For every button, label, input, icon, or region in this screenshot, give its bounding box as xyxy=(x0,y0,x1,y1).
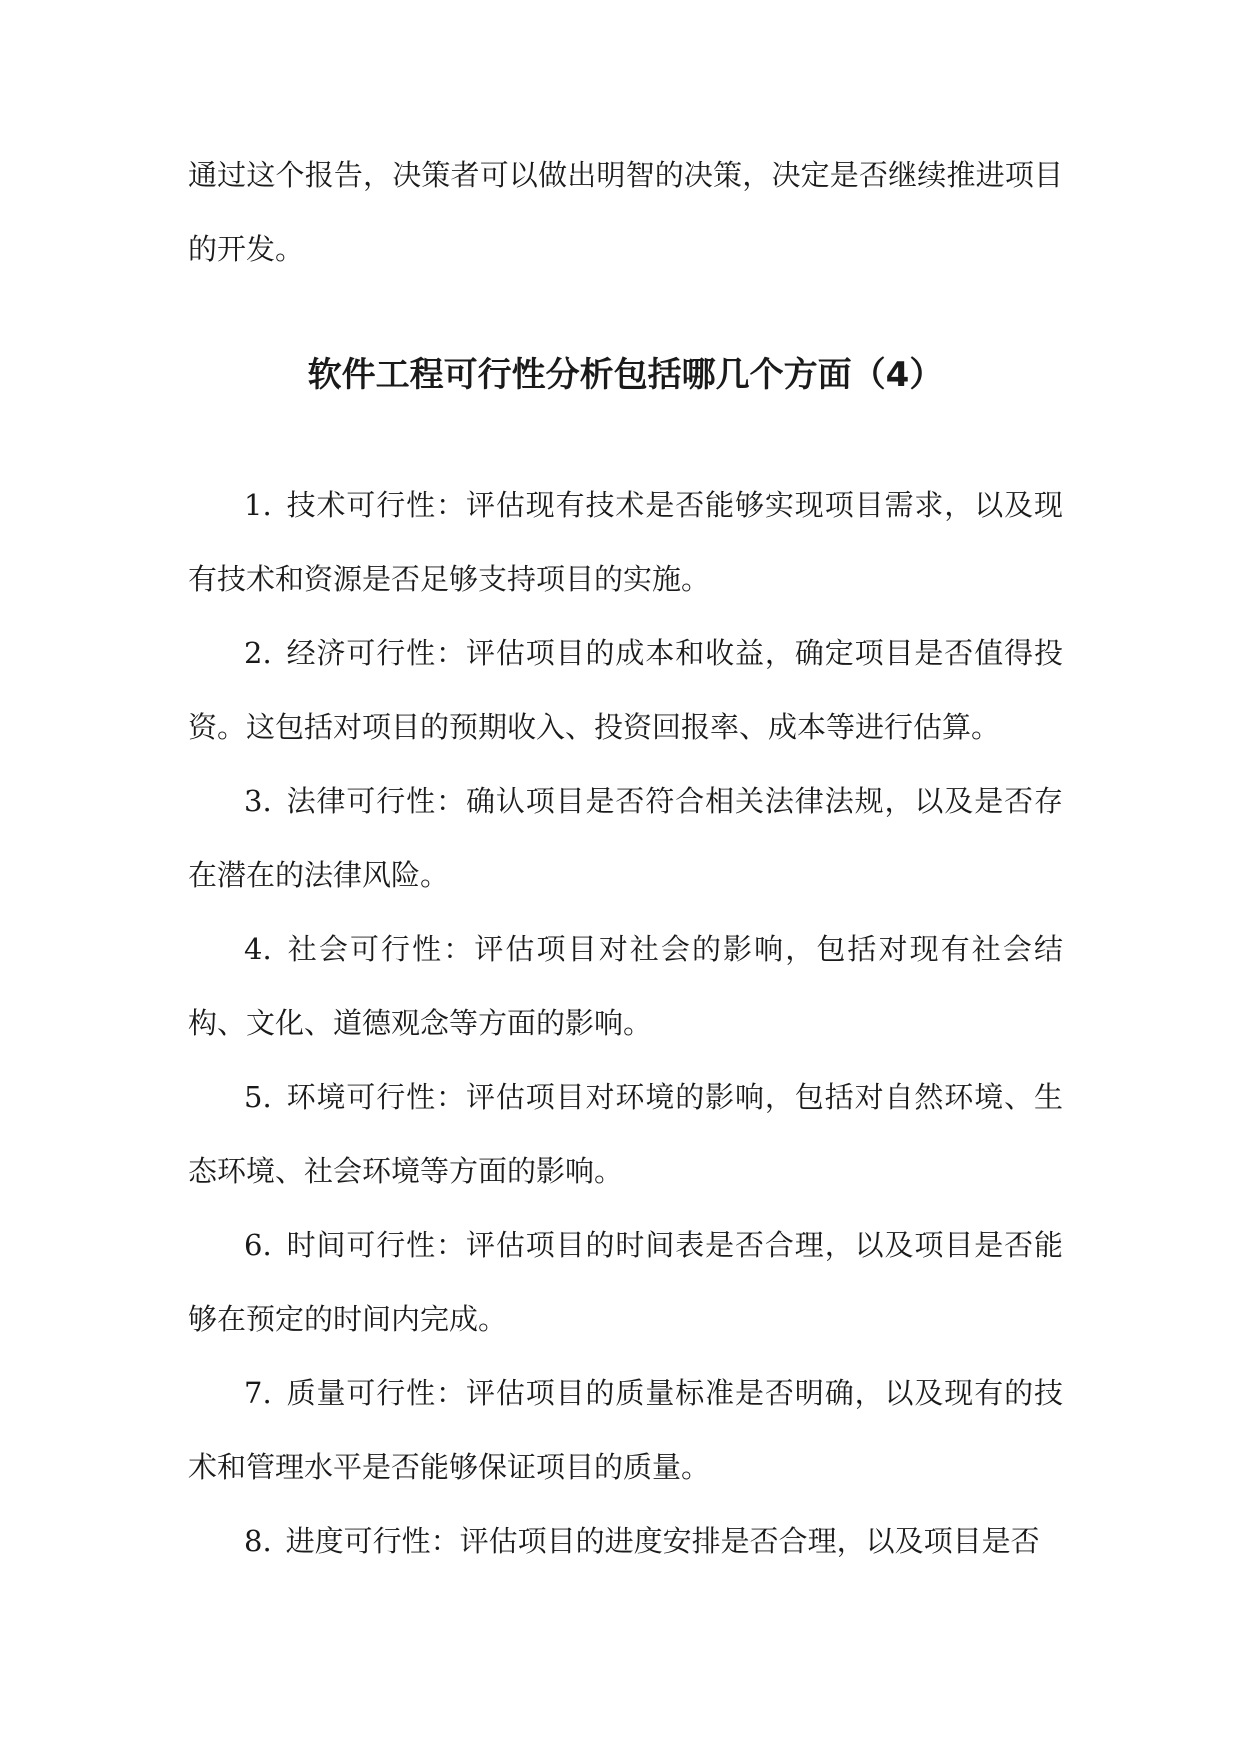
list-item-number: 8. xyxy=(244,1524,272,1558)
list-item-number: 1. xyxy=(244,488,272,522)
list-item-text: 时间可行性：评估项目的时间表是否合理，以及项目是否能够在预定的时间内完成。 xyxy=(188,1228,1063,1336)
list-item-text: 进度可行性：评估项目的进度安排是否合理，以及项目是否 xyxy=(285,1524,1040,1558)
list-item xyxy=(188,912,1063,1060)
list-item xyxy=(188,468,1063,616)
list-item-text: 环境可行性：评估项目对环境的影响，包括对自然环境、生态环境、社会环境等方面的影响。 xyxy=(188,1080,1063,1188)
list-item-number: 2. xyxy=(244,636,272,670)
list-item-text: 经济可行性：评估项目的成本和收益，确定项目是否值得投资。这包括对项目的预期收入、投资回报率、成本等进行估算。 xyxy=(188,636,1063,744)
list-item-number: 6. xyxy=(244,1228,272,1262)
list-item xyxy=(188,1208,1063,1356)
list-item-text: 技术可行性：评估现有技术是否能够实现项目需求，以及现有技术和资源是否足够支持项目的实施。 xyxy=(188,488,1063,596)
section-title: 软件工程可行性分析包括哪几个方面（4） xyxy=(307,355,944,395)
list-item-text: 社会可行性：评估项目对社会的影响，包括对现有社会结构、文化、道德观念等方面的影响。 xyxy=(188,932,1063,1040)
list-item-text: 法律可行性：确认项目是否符合相关法律法规，以及是否存在潜在的法律风险。 xyxy=(188,784,1063,892)
list-item-number: 7. xyxy=(244,1376,272,1410)
list-item xyxy=(188,1356,1063,1504)
list-item xyxy=(188,764,1063,912)
intro-paragraph: 通过这个报告，决策者可以做出明智的决策，决定是否继续推进项目的开发。 xyxy=(188,158,1063,266)
list-item xyxy=(188,616,1063,764)
list-item-number: 5. xyxy=(244,1080,272,1114)
document-body xyxy=(188,138,1063,1578)
list-item-number: 4. xyxy=(244,932,272,966)
list-item-text: 质量可行性：评估项目的质量标准是否明确，以及现有的技术和管理水平是否能够保证项目的质量。 xyxy=(188,1376,1063,1484)
list-item-number: 3. xyxy=(244,784,272,818)
list-item xyxy=(188,1504,1063,1578)
list-item xyxy=(188,1060,1063,1208)
